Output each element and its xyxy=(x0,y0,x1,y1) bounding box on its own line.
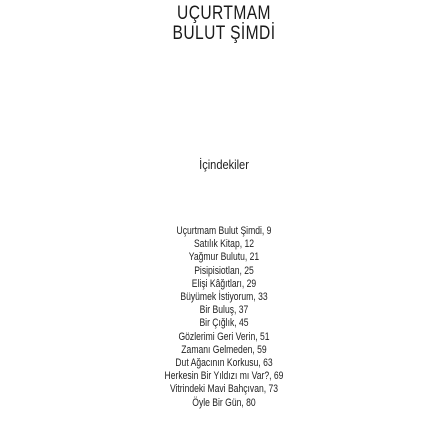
toc-item: Yağmur Bulutu, 21 xyxy=(188,251,260,264)
book-title-line-1: UÇURTMAM xyxy=(177,3,271,24)
toc-item: Uçurtmam Bulut Şimdi, 9 xyxy=(176,225,272,237)
toc-item: Büyümek İstiyorum, 33 xyxy=(180,291,268,304)
toc-item: Elişi Kâğıtları, 29 xyxy=(191,277,257,290)
toc-item: Zamanı Gelmeden, 59 xyxy=(181,343,267,356)
toc-item: Bir Buluş, 37 xyxy=(199,304,249,317)
toc-item: Herkesin Bir Yıldızı mı Var?, 69 xyxy=(164,370,284,383)
toc-list xyxy=(49,225,398,410)
toc-item: Dut Ağacının Korkusu, 63 xyxy=(175,357,273,370)
book-title-line-2: BULUT ŞİMDİ xyxy=(172,23,276,44)
book-title xyxy=(40,4,407,44)
toc-item: Vitrindeki Mavi Bahçıvan, 73 xyxy=(169,383,279,396)
toc-heading: İçindekiler xyxy=(199,157,249,172)
toc-item: Pisipisiotlan, 25 xyxy=(194,264,254,277)
toc-item: Gözlerimi Geri Verin, 51 xyxy=(178,330,270,343)
toc-item: Bir Çığlık, 45 xyxy=(199,317,249,330)
toc-item: Satılık Kitap, 12 xyxy=(193,238,255,251)
toc-item: Öyle Bir Gün, 80 xyxy=(192,396,256,409)
